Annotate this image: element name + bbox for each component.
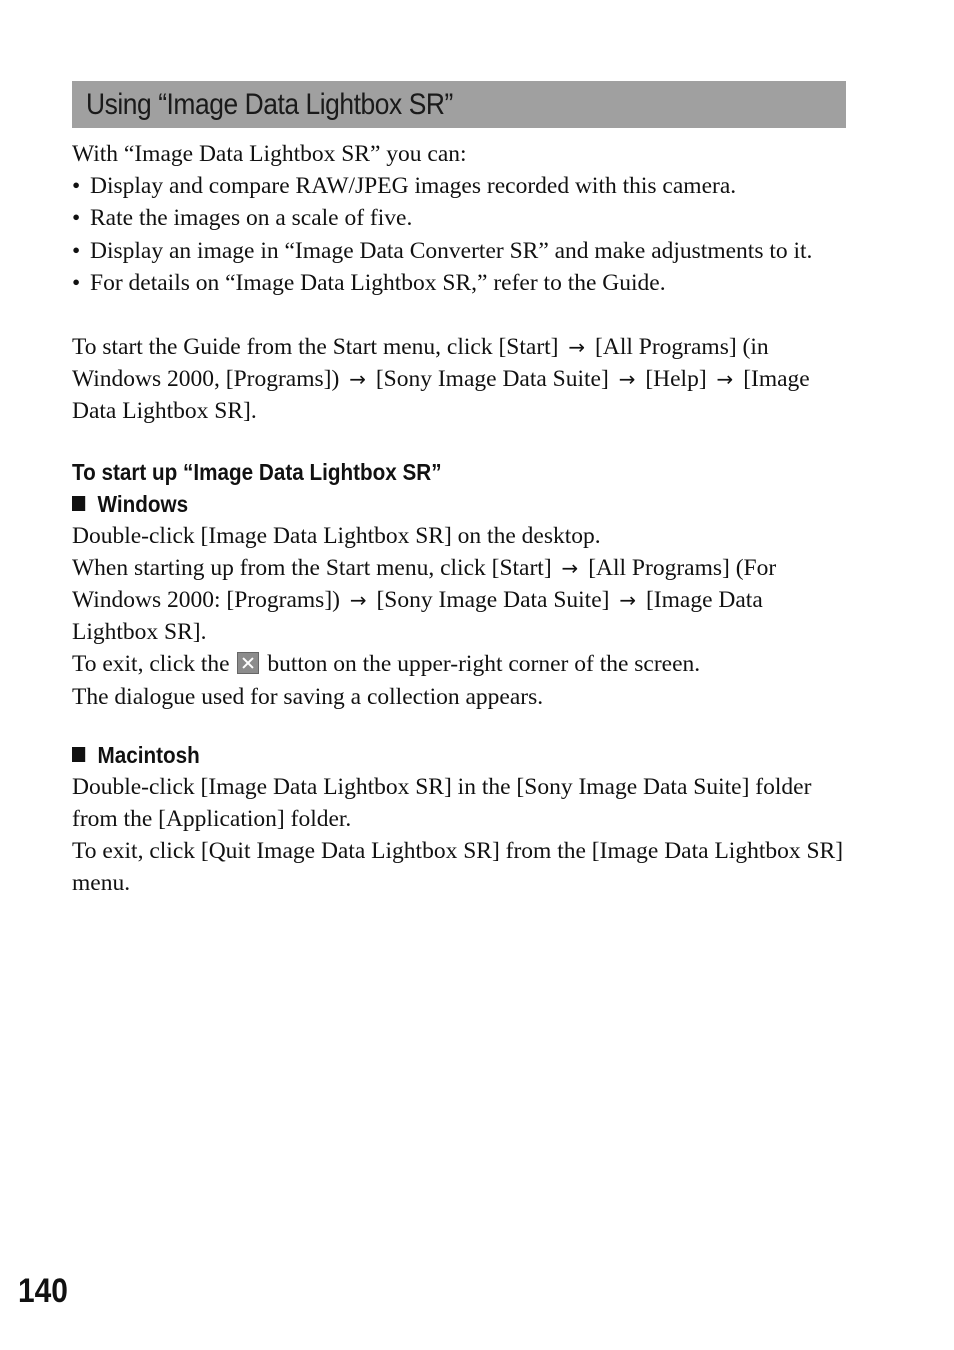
intro-lead: With “Image Data Lightbox SR” you can: xyxy=(72,141,467,167)
windows-programs-text: [All Programs] (For Windows 2000: [Programs]) xyxy=(72,554,777,614)
section-header-band xyxy=(72,81,846,128)
guide-text-suite: [Sony Image Data Suite] xyxy=(375,366,609,393)
arrow-right-icon: → xyxy=(568,335,586,360)
intro-block xyxy=(72,138,846,299)
arrow-right-icon: → xyxy=(618,367,636,392)
windows-start-menu-line xyxy=(72,552,846,649)
windows-instructions xyxy=(72,520,846,713)
guide-text-programs: [All Programs] (in Windows 2000, [Programs]) xyxy=(72,334,769,393)
macintosh-launch-line: Double-click [Image Data Lightbox SR] in the [Sony Image Data Suite] folder from the [Application] folder. xyxy=(72,773,812,833)
feature-list xyxy=(72,170,846,299)
page-number: 140 xyxy=(18,1272,68,1310)
windows-exit-text-a: To exit, click the xyxy=(72,651,230,678)
guide-text-start: To start the Guide from the Start menu, click [Start] xyxy=(72,334,559,361)
windows-exit-line xyxy=(72,648,846,680)
windows-start-text: When starting up from the Start menu, click [Start] xyxy=(72,554,552,581)
page-content xyxy=(72,81,846,900)
section-title: Using “Image Data Lightbox SR” xyxy=(86,87,453,121)
guide-text-help: [Help] xyxy=(645,366,707,393)
close-icon xyxy=(237,652,259,674)
feature-item: • Rate the images on a scale of five. xyxy=(72,202,846,234)
square-bullet-icon xyxy=(72,747,85,762)
windows-exit-text-b: button on the upper-right corner of the screen. xyxy=(267,651,701,678)
windows-heading-label: Windows xyxy=(97,490,189,517)
arrow-right-icon: → xyxy=(349,588,367,613)
macintosh-heading xyxy=(72,739,753,771)
startup-heading: To start up “Image Data Lightbox SR” xyxy=(72,458,442,485)
windows-desktop-line: Double-click [Image Data Lightbox SR] on the desktop. xyxy=(72,522,601,549)
windows-lightbox-text: [Image Data Lightbox SR]. xyxy=(72,587,763,646)
feature-item: • Display and compare RAW/JPEG images recorded with this camera. xyxy=(72,170,846,202)
startup-section xyxy=(72,456,846,900)
macintosh-instructions xyxy=(72,771,846,900)
arrow-right-icon: → xyxy=(349,367,366,392)
arrow-right-icon: → xyxy=(716,367,734,392)
windows-suite-text: [Sony Image Data Suite] xyxy=(376,587,610,614)
arrow-right-icon: → xyxy=(561,555,579,580)
macintosh-heading-label: Macintosh xyxy=(97,741,200,768)
guide-paragraph xyxy=(72,331,846,428)
windows-dialogue-line: The dialogue used for saving a collection appears. xyxy=(72,683,544,710)
windows-heading xyxy=(72,488,753,520)
macintosh-exit-line: To exit, click [Quit Image Data Lightbox SR] from the [Image Data Lightbox SR] menu. xyxy=(72,838,844,897)
feature-item: • Display an image in “Image Data Converter SR” and make adjustments to it. xyxy=(72,235,846,267)
feature-item: • For details on “Image Data Lightbox SR,” refer to the Guide. xyxy=(72,267,846,299)
square-bullet-icon xyxy=(72,496,85,511)
arrow-right-icon: → xyxy=(619,588,637,613)
guide-text-lightbox: [Image Data Lightbox SR]. xyxy=(72,366,810,425)
